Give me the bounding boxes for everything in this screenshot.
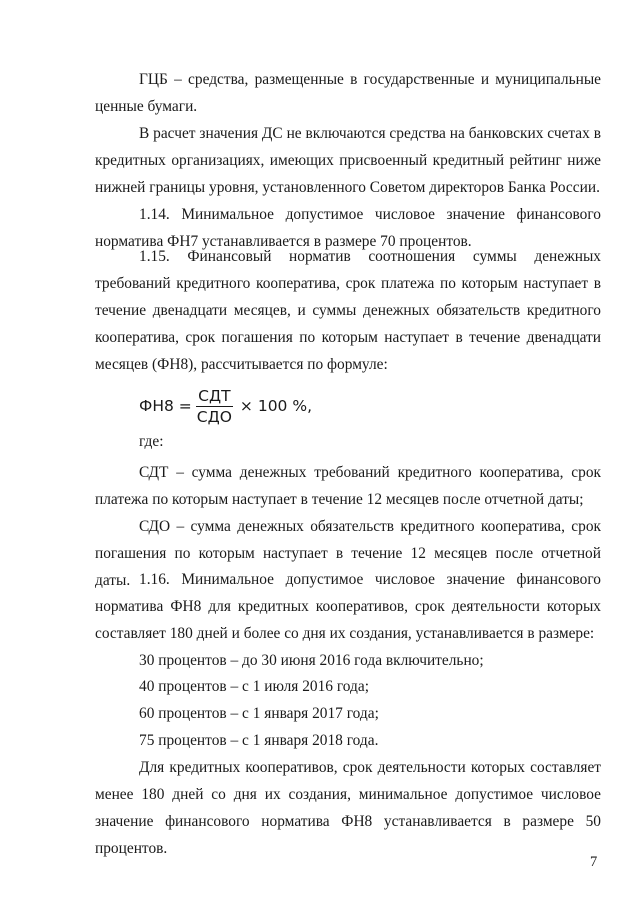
paragraph-where: где:: [139, 433, 164, 450]
formula-fraction: [195, 386, 234, 427]
paragraph-sdt-definition: СДТ – сумма денежных требований кредитного кооператива, срок платежа по которым наступает в течение 12 месяцев после отчетной даты;: [95, 464, 601, 508]
formula-lhs: ФН8 =: [139, 397, 192, 415]
page-number: 7: [590, 854, 598, 870]
formula-rhs: × 100 %,: [239, 397, 313, 415]
paragraph-short-term-cooperatives: Для кредитных кооперативов, срок деятельности которых составляет менее 180 дней со дня их создания, минимальное допустимое числовое значение финансового норматива ФН8 устанавливается в размере 50 процентов.: [95, 759, 601, 857]
formula-denominator: СДО: [196, 407, 232, 426]
paragraph-sdo-definition: СДО – сумма денежных обязательств кредитного кооператива, срок погашения по которым наступает в течение 12 месяцев после отчетной даты.: [95, 518, 601, 589]
formula-numerator: СДТ: [198, 386, 231, 405]
formula-fn8: [139, 381, 312, 431]
schedule-item: 30 процентов – до 30 июня 2016 года включительно;: [139, 652, 484, 669]
schedule-item: 40 процентов – с 1 июля 2016 года;: [139, 678, 369, 695]
schedule-item: 60 процентов – с 1 января 2017 года;: [139, 705, 379, 722]
paragraph-ds-exclusion: В расчет значения ДС не включаются средства на банковских счетах в кредитных организациях, имеющих присвоенный кредитный рейтинг ниже нижней границы уровня, установленного Советом директоров Банка России.: [95, 125, 601, 196]
schedule-item: 75 процентов – с 1 января 2018 года.: [139, 732, 379, 749]
paragraph-1-15: 1.15. Финансовый норматив соотношения суммы денежных требований кредитного кооператива, срок платежа по которым наступает в течение двенадцати месяцев, и суммы денежных обязательств кредитного кооператива, срок погашения по которым наступает в течение двенадцати месяцев (ФН8), рассчитывается по формуле:: [95, 248, 601, 373]
paragraph-gcb-definition: ГЦБ – средства, размещенные в государственные и муниципальные ценные бумаги.: [95, 71, 601, 115]
paragraph-1-14: 1.14. Минимальное допустимое числовое значение финансового норматива ФН7 устанавливается в размере 70 процентов.: [95, 206, 601, 250]
paragraph-1-16: 1.16. Минимальное допустимое числовое значение финансового норматива ФН8 для кредитных кооперативов, срок деятельности которых составляет 180 дней и более со дня их создания, устанавливается в размере:: [95, 571, 601, 642]
